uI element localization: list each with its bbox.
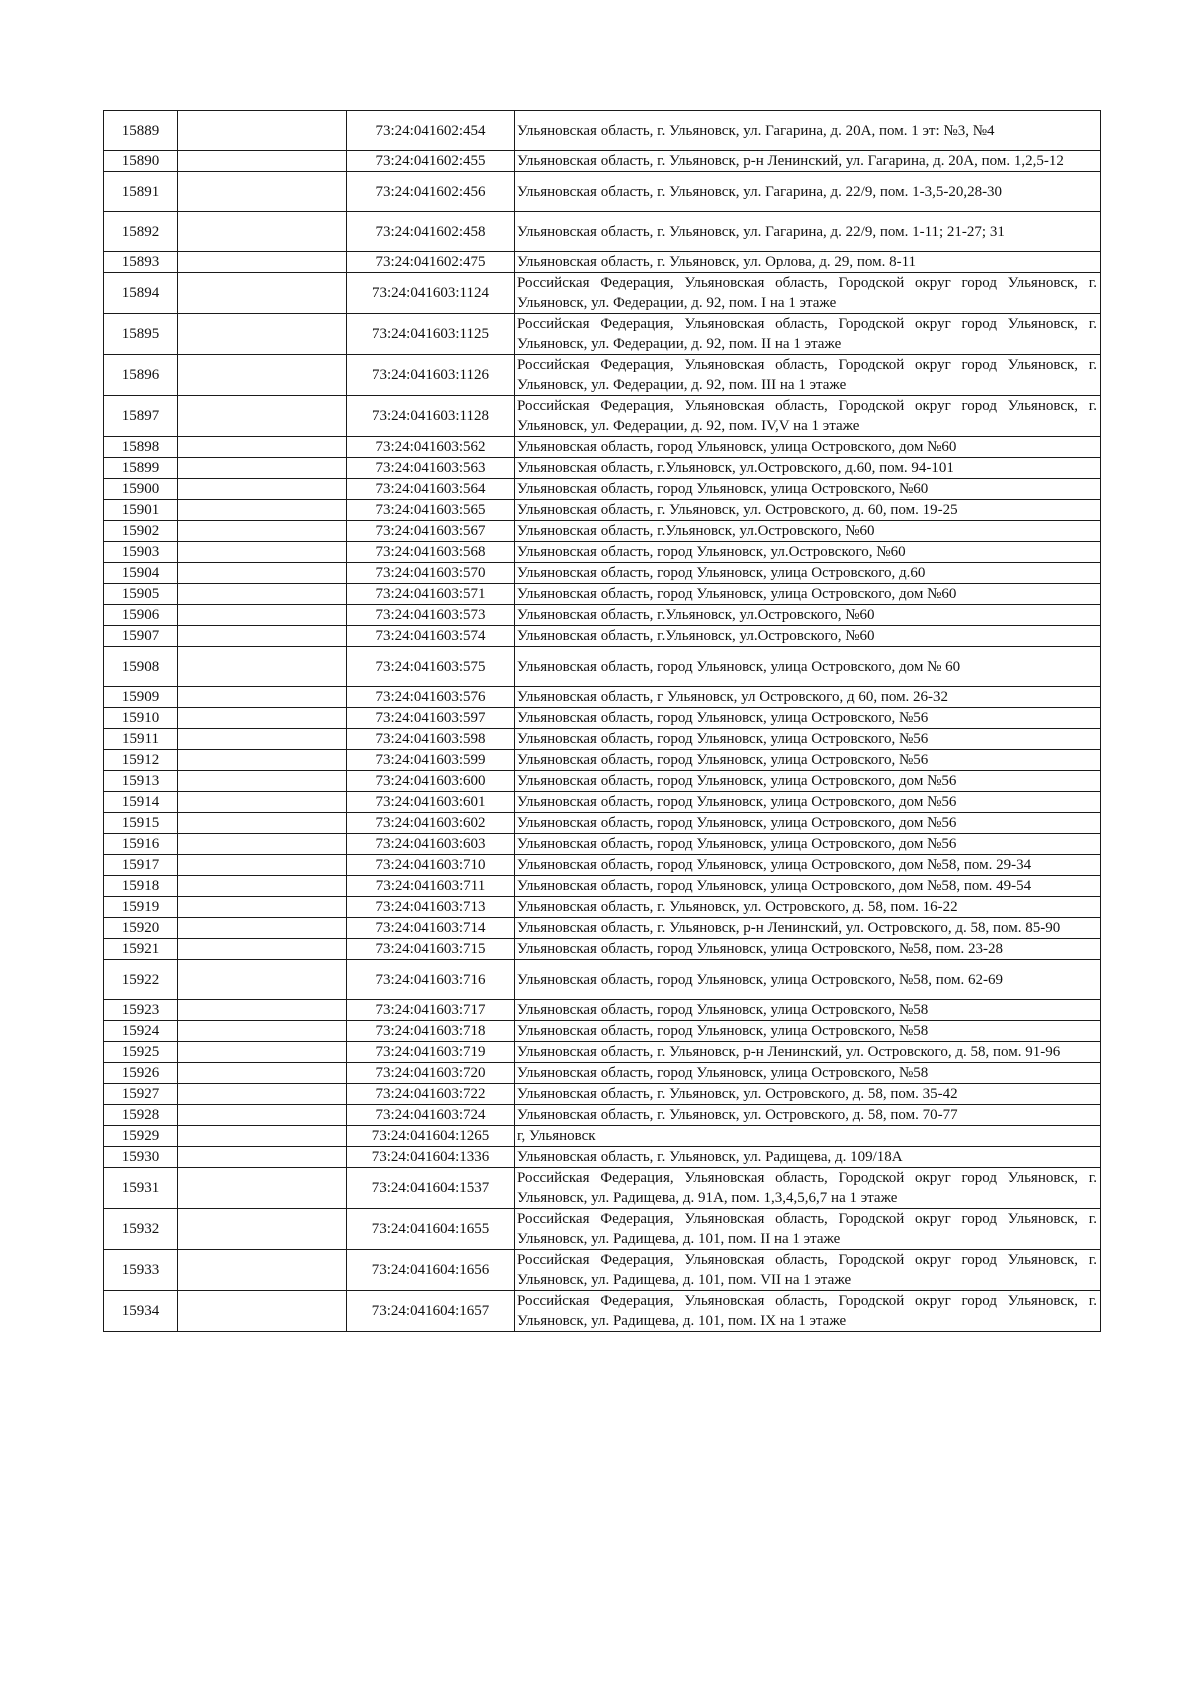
- table-row: [104, 1021, 1101, 1042]
- row-number: 15892: [104, 212, 178, 252]
- table-row: [104, 792, 1101, 813]
- cadastral-number: 73:24:041604:1655: [347, 1209, 515, 1250]
- table-row: [104, 584, 1101, 605]
- cadastral-number: 73:24:041603:564: [347, 479, 515, 500]
- table-row: [104, 918, 1101, 939]
- address-cell: Российская Федерация, Ульяновская область, Городской округ город Ульяновск, г. Ульяновск, ул. Радищева, д. 91А, пом. 1,3,4,5,6,7 на 1 этаже: [515, 1168, 1101, 1209]
- table-row: [104, 750, 1101, 771]
- cadastral-number: 73:24:041603:1126: [347, 355, 515, 396]
- address-cell: Ульяновская область, город Ульяновск, улица Островского, №58: [515, 1000, 1101, 1021]
- table-row: [104, 111, 1101, 151]
- address-cell: Российская Федерация, Ульяновская область, Городской округ город Ульяновск, г. Ульяновск, ул. Федерации, д. 92, пом. IV,V на 1 этаже: [515, 396, 1101, 437]
- table-row: [104, 813, 1101, 834]
- address-cell: Российская Федерация, Ульяновская область, Городской округ город Ульяновск, г. Ульяновск, ул. Радищева, д. 101, пом. VII на 1 этаже: [515, 1250, 1101, 1291]
- address-cell: Ульяновская область, город Ульяновск, улица Островского, №58: [515, 1021, 1101, 1042]
- address-cell: Ульяновская область, город Ульяновск, улица Островского, дом №56: [515, 834, 1101, 855]
- row-number: 15906: [104, 605, 178, 626]
- owner-cell: [178, 750, 347, 771]
- row-number: 15921: [104, 939, 178, 960]
- owner-cell: [178, 626, 347, 647]
- cadastral-number: 73:24:041603:574: [347, 626, 515, 647]
- cadastral-number: 73:24:041603:601: [347, 792, 515, 813]
- row-number: 15926: [104, 1063, 178, 1084]
- owner-cell: [178, 521, 347, 542]
- address-cell: Ульяновская область, город Ульяновск, улица Островского, дом №60: [515, 437, 1101, 458]
- cadastral-number: 73:24:041603:719: [347, 1042, 515, 1063]
- table-row: [104, 1084, 1101, 1105]
- cadastral-number: 73:24:041603:1125: [347, 314, 515, 355]
- row-number: 15925: [104, 1042, 178, 1063]
- cadastral-number: 73:24:041603:711: [347, 876, 515, 897]
- table-row: [104, 437, 1101, 458]
- address-cell: Ульяновская область, город Ульяновск, ул.Островского, №60: [515, 542, 1101, 563]
- row-number: 15920: [104, 918, 178, 939]
- owner-cell: [178, 1021, 347, 1042]
- row-number: 15903: [104, 542, 178, 563]
- cadastral-number: 73:24:041603:716: [347, 960, 515, 1000]
- table-row: [104, 172, 1101, 212]
- table-row: [104, 1209, 1101, 1250]
- cadastral-number: 73:24:041603:603: [347, 834, 515, 855]
- address-cell: Ульяновская область, г.Ульяновск, ул.Островского, №60: [515, 521, 1101, 542]
- cadastral-number: 73:24:041603:1124: [347, 273, 515, 314]
- row-number: 15912: [104, 750, 178, 771]
- cadastral-number: 73:24:041603:599: [347, 750, 515, 771]
- row-number: 15914: [104, 792, 178, 813]
- owner-cell: [178, 542, 347, 563]
- table-row: [104, 1168, 1101, 1209]
- row-number: 15897: [104, 396, 178, 437]
- cadastral-number: 73:24:041603:575: [347, 647, 515, 687]
- owner-cell: [178, 273, 347, 314]
- table-row: [104, 1250, 1101, 1291]
- owner-cell: [178, 897, 347, 918]
- address-cell: Ульяновская область, город Ульяновск, улица Островского, дом №60: [515, 584, 1101, 605]
- cadastral-number: 73:24:041603:602: [347, 813, 515, 834]
- owner-cell: [178, 500, 347, 521]
- row-number: 15915: [104, 813, 178, 834]
- row-number: 15889: [104, 111, 178, 151]
- table-row: [104, 252, 1101, 273]
- table-row: [104, 1147, 1101, 1168]
- address-cell: Ульяновская область, г.Ульяновск, ул.Островского, №60: [515, 626, 1101, 647]
- table-row: [104, 960, 1101, 1000]
- table-row: [104, 855, 1101, 876]
- table-row: [104, 355, 1101, 396]
- row-number: 15918: [104, 876, 178, 897]
- row-number: 15894: [104, 273, 178, 314]
- address-cell: Российская Федерация, Ульяновская область, Городской округ город Ульяновск, г. Ульяновск, ул. Радищева, д. 101, пом. IX на 1 этаже: [515, 1291, 1101, 1332]
- table-row: [104, 687, 1101, 708]
- owner-cell: [178, 855, 347, 876]
- table-row: [104, 1042, 1101, 1063]
- table-row: [104, 563, 1101, 584]
- address-cell: Ульяновская область, город Ульяновск, улица Островского, дом №56: [515, 792, 1101, 813]
- owner-cell: [178, 939, 347, 960]
- address-cell: Ульяновская область, город Ульяновск, улица Островского, дом №58, пом. 49-54: [515, 876, 1101, 897]
- owner-cell: [178, 1000, 347, 1021]
- table-row: [104, 939, 1101, 960]
- cadastral-number: 73:24:041603:570: [347, 563, 515, 584]
- address-cell: Ульяновская область, г. Ульяновск, ул. Радищева, д. 109/18А: [515, 1147, 1101, 1168]
- row-number: 15891: [104, 172, 178, 212]
- cadastral-number: 73:24:041604:1265: [347, 1126, 515, 1147]
- cadastral-number: 73:24:041602:456: [347, 172, 515, 212]
- owner-cell: [178, 1250, 347, 1291]
- row-number: 15919: [104, 897, 178, 918]
- cadastral-number: 73:24:041603:715: [347, 939, 515, 960]
- table-row: [104, 647, 1101, 687]
- table-row: [104, 626, 1101, 647]
- owner-cell: [178, 563, 347, 584]
- address-cell: Российская Федерация, Ульяновская область, Городской округ город Ульяновск, г. Ульяновск, ул. Радищева, д. 101, пом. II на 1 этаже: [515, 1209, 1101, 1250]
- cadastral-number: 73:24:041603:565: [347, 500, 515, 521]
- cadastral-number: 73:24:041602:454: [347, 111, 515, 151]
- row-number: 15902: [104, 521, 178, 542]
- owner-cell: [178, 1042, 347, 1063]
- cadastral-number: 73:24:041603:720: [347, 1063, 515, 1084]
- owner-cell: [178, 647, 347, 687]
- table-row: [104, 273, 1101, 314]
- row-number: 15931: [104, 1168, 178, 1209]
- row-number: 15893: [104, 252, 178, 273]
- address-cell: Ульяновская область, город Ульяновск, улица Островского, дом № 60: [515, 647, 1101, 687]
- owner-cell: [178, 1168, 347, 1209]
- address-cell: Ульяновская область, город Ульяновск, улица Островского, №58, пом. 62-69: [515, 960, 1101, 1000]
- address-cell: Ульяновская область, г. Ульяновск, ул. Орлова, д. 29, пом. 8-11: [515, 252, 1101, 273]
- table-row: [104, 314, 1101, 355]
- owner-cell: [178, 1147, 347, 1168]
- table-row: [104, 729, 1101, 750]
- row-number: 15911: [104, 729, 178, 750]
- cadastral-number: 73:24:041602:455: [347, 151, 515, 172]
- cadastral-number: 73:24:041603:718: [347, 1021, 515, 1042]
- cadastral-number: 73:24:041604:1537: [347, 1168, 515, 1209]
- address-cell: Ульяновская область, г. Ульяновск, р-н Ленинский, ул. Островского, д. 58, пом. 91-96: [515, 1042, 1101, 1063]
- owner-cell: [178, 687, 347, 708]
- owner-cell: [178, 396, 347, 437]
- owner-cell: [178, 771, 347, 792]
- owner-cell: [178, 584, 347, 605]
- cadastral-number: 73:24:041604:1656: [347, 1250, 515, 1291]
- address-cell: Ульяновская область, г.Ульяновск, ул.Островского, д.60, пом. 94-101: [515, 458, 1101, 479]
- cadastral-number: 73:24:041602:458: [347, 212, 515, 252]
- owner-cell: [178, 314, 347, 355]
- table-row: [104, 708, 1101, 729]
- row-number: 15916: [104, 834, 178, 855]
- cadastral-number: 73:24:041603:567: [347, 521, 515, 542]
- cadastral-number: 73:24:041603:562: [347, 437, 515, 458]
- row-number: 15929: [104, 1126, 178, 1147]
- row-number: 15898: [104, 437, 178, 458]
- table-row: [104, 897, 1101, 918]
- table-row: [104, 1105, 1101, 1126]
- cadastral-number: 73:24:041604:1336: [347, 1147, 515, 1168]
- address-cell: Ульяновская область, город Ульяновск, улица Островского, №56: [515, 729, 1101, 750]
- owner-cell: [178, 151, 347, 172]
- table-row: [104, 479, 1101, 500]
- cadastral-number: 73:24:041603:713: [347, 897, 515, 918]
- address-cell: Ульяновская область, г. Ульяновск, р-н Ленинский, ул. Гагарина, д. 20А, пом. 1,2,5-12: [515, 151, 1101, 172]
- row-number: 15923: [104, 1000, 178, 1021]
- cadastral-number: 73:24:041603:710: [347, 855, 515, 876]
- cadastral-number: 73:24:041603:597: [347, 708, 515, 729]
- owner-cell: [178, 212, 347, 252]
- row-number: 15927: [104, 1084, 178, 1105]
- address-cell: г, Ульяновск: [515, 1126, 1101, 1147]
- table-row: [104, 396, 1101, 437]
- cadastral-number: 73:24:041603:600: [347, 771, 515, 792]
- owner-cell: [178, 252, 347, 273]
- table-row: [104, 500, 1101, 521]
- cadastral-number: 73:24:041603:717: [347, 1000, 515, 1021]
- table-row: [104, 1291, 1101, 1332]
- owner-cell: [178, 479, 347, 500]
- table-row: [104, 1063, 1101, 1084]
- owner-cell: [178, 918, 347, 939]
- owner-cell: [178, 355, 347, 396]
- address-cell: Ульяновская область, город Ульяновск, улица Островского, дом №58, пом. 29-34: [515, 855, 1101, 876]
- row-number: 15924: [104, 1021, 178, 1042]
- row-number: 15928: [104, 1105, 178, 1126]
- owner-cell: [178, 813, 347, 834]
- table-row: [104, 834, 1101, 855]
- address-cell: Ульяновская область, г. Ульяновск, ул. Гагарина, д. 20А, пом. 1 эт: №3, №4: [515, 111, 1101, 151]
- row-number: 15908: [104, 647, 178, 687]
- table-row: [104, 605, 1101, 626]
- address-cell: Ульяновская область, г. Ульяновск, р-н Ленинский, ул. Островского, д. 58, пом. 85-90: [515, 918, 1101, 939]
- cadastral-number: 73:24:041603:568: [347, 542, 515, 563]
- row-number: 15932: [104, 1209, 178, 1250]
- row-number: 15933: [104, 1250, 178, 1291]
- row-number: 15922: [104, 960, 178, 1000]
- address-cell: Ульяновская область, город Ульяновск, улица Островского, №60: [515, 479, 1101, 500]
- cadastral-number: 73:24:041603:714: [347, 918, 515, 939]
- row-number: 15901: [104, 500, 178, 521]
- owner-cell: [178, 437, 347, 458]
- table-row: [104, 458, 1101, 479]
- address-cell: Ульяновская область, город Ульяновск, улица Островского, дом №56: [515, 771, 1101, 792]
- table-row: [104, 1126, 1101, 1147]
- owner-cell: [178, 1291, 347, 1332]
- row-number: 15900: [104, 479, 178, 500]
- row-number: 15917: [104, 855, 178, 876]
- row-number: 15934: [104, 1291, 178, 1332]
- row-number: 15930: [104, 1147, 178, 1168]
- address-cell: Российская Федерация, Ульяновская область, Городской округ город Ульяновск, г. Ульяновск, ул. Федерации, д. 92, пом. III на 1 этаже: [515, 355, 1101, 396]
- address-cell: Ульяновская область, г. Ульяновск, ул. Островского, д. 58, пом. 70-77: [515, 1105, 1101, 1126]
- address-cell: Российская Федерация, Ульяновская область, Городской округ город Ульяновск, г. Ульяновск, ул. Федерации, д. 92, пом. I на 1 этаже: [515, 273, 1101, 314]
- cadastral-number: 73:24:041603:563: [347, 458, 515, 479]
- property-registry-table: [103, 110, 1101, 1332]
- owner-cell: [178, 792, 347, 813]
- address-cell: Ульяновская область, г. Ульяновск, ул. Гагарина, д. 22/9, пом. 1-11; 21-27; 31: [515, 212, 1101, 252]
- owner-cell: [178, 960, 347, 1000]
- row-number: 15895: [104, 314, 178, 355]
- owner-cell: [178, 458, 347, 479]
- row-number: 15905: [104, 584, 178, 605]
- registry-body: [104, 111, 1101, 1332]
- owner-cell: [178, 876, 347, 897]
- owner-cell: [178, 111, 347, 151]
- cadastral-number: 73:24:041604:1657: [347, 1291, 515, 1332]
- table-row: [104, 212, 1101, 252]
- cadastral-number: 73:24:041603:1128: [347, 396, 515, 437]
- cadastral-number: 73:24:041603:576: [347, 687, 515, 708]
- owner-cell: [178, 605, 347, 626]
- address-cell: Ульяновская область, город Ульяновск, улица Островского, №56: [515, 750, 1101, 771]
- owner-cell: [178, 1084, 347, 1105]
- owner-cell: [178, 1105, 347, 1126]
- owner-cell: [178, 708, 347, 729]
- address-cell: Ульяновская область, город Ульяновск, улица Островского, №58: [515, 1063, 1101, 1084]
- row-number: 15910: [104, 708, 178, 729]
- row-number: 15913: [104, 771, 178, 792]
- cadastral-number: 73:24:041603:722: [347, 1084, 515, 1105]
- cadastral-number: 73:24:041603:573: [347, 605, 515, 626]
- address-cell: Ульяновская область, г. Ульяновск, ул. Островского, д. 60, пом. 19-25: [515, 500, 1101, 521]
- address-cell: Ульяновская область, г.Ульяновск, ул.Островского, №60: [515, 605, 1101, 626]
- owner-cell: [178, 1126, 347, 1147]
- address-cell: Ульяновская область, г. Ульяновск, ул. Островского, д. 58, пом. 35-42: [515, 1084, 1101, 1105]
- cadastral-number: 73:24:041603:598: [347, 729, 515, 750]
- owner-cell: [178, 834, 347, 855]
- cadastral-number: 73:24:041603:724: [347, 1105, 515, 1126]
- row-number: 15904: [104, 563, 178, 584]
- table-row: [104, 771, 1101, 792]
- table-row: [104, 151, 1101, 172]
- cadastral-number: 73:24:041602:475: [347, 252, 515, 273]
- address-cell: Ульяновская область, г Ульяновск, ул Островского, д 60, пом. 26-32: [515, 687, 1101, 708]
- address-cell: Ульяновская область, г. Ульяновск, ул. Островского, д. 58, пом. 16-22: [515, 897, 1101, 918]
- address-cell: Ульяновская область, город Ульяновск, улица Островского, д.60: [515, 563, 1101, 584]
- owner-cell: [178, 1063, 347, 1084]
- address-cell: Ульяновская область, город Ульяновск, улица Островского, №56: [515, 708, 1101, 729]
- row-number: 15899: [104, 458, 178, 479]
- row-number: 15909: [104, 687, 178, 708]
- address-cell: Ульяновская область, город Ульяновск, улица Островского, дом №56: [515, 813, 1101, 834]
- row-number: 15907: [104, 626, 178, 647]
- address-cell: Ульяновская область, г. Ульяновск, ул. Гагарина, д. 22/9, пом. 1-3,5-20,28-30: [515, 172, 1101, 212]
- cadastral-number: 73:24:041603:571: [347, 584, 515, 605]
- owner-cell: [178, 172, 347, 212]
- table-row: [104, 542, 1101, 563]
- table-row: [104, 521, 1101, 542]
- owner-cell: [178, 1209, 347, 1250]
- row-number: 15896: [104, 355, 178, 396]
- row-number: 15890: [104, 151, 178, 172]
- address-cell: Российская Федерация, Ульяновская область, Городской округ город Ульяновск, г. Ульяновск, ул. Федерации, д. 92, пом. II на 1 этаже: [515, 314, 1101, 355]
- table-row: [104, 876, 1101, 897]
- address-cell: Ульяновская область, город Ульяновск, улица Островского, №58, пом. 23-28: [515, 939, 1101, 960]
- owner-cell: [178, 729, 347, 750]
- table-row: [104, 1000, 1101, 1021]
